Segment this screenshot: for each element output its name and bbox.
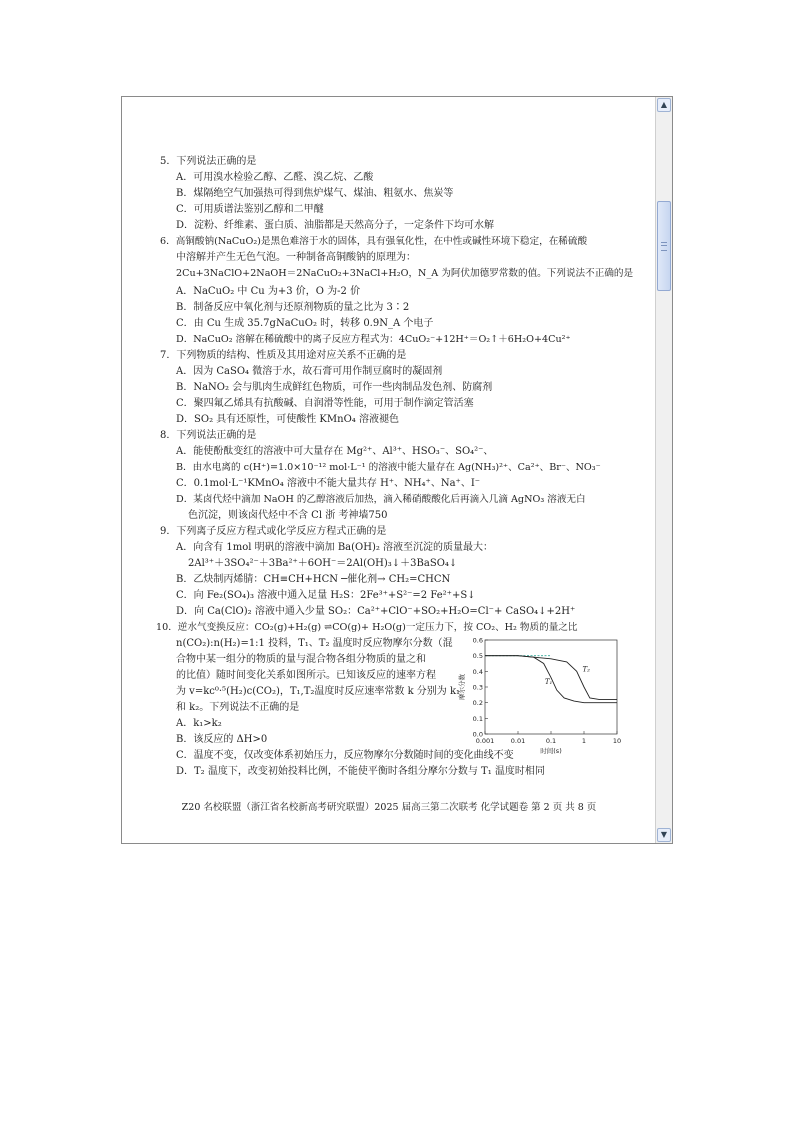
scroll-down-arrow-icon[interactable]: ▼ [657,828,671,842]
series-label-t2: T₂ [582,665,590,674]
y-tick-label: 0.5 [472,652,483,661]
mole-fraction-chart [455,634,625,756]
question-8-option-d-1: D．某卤代烃中滴加 NaOH 的乙醇溶液后加热，滴入稀硝酸酸化后再滴入几滴 AgNO₃ 溶液无白 [176,494,586,505]
question-9-option-a-2: 2Al³⁺＋3SO₄²⁻＋3Ba²⁺＋6OH⁻＝2Al(OH)₃↓＋3BaSO₄↓ [188,558,458,569]
x-tick-label: 0.001 [475,737,495,745]
question-10-option-d: D．T₂ 温度下，改变初始投料比例，不能使平衡时各组分摩尔分数与 T₁ 温度时相同 [176,766,545,777]
question-7-option-a: A．因为 CaSO₄ 微溶于水，故石膏可用作制豆腐时的凝固剂 [176,366,443,377]
y-axis-label: 摩尔分数 [458,674,466,700]
question-6-stem-3: 2Cu+3NaClO+2NaOH＝2NaCuO₂+3NaCl+H₂O，N_A 为阿伏加德罗常数的值。下列说法不正确的是 [176,268,634,279]
question-10-option-a: A．k₁>k₂ [176,718,222,729]
question-9-option-a-1: A．向含有 1mol 明矾的溶液中滴加 Ba(OH)₂ 溶液至沉淀的质量最大： [176,542,494,553]
question-10-option-c: C．温度不变，仅改变体系初始压力，反应物摩尔分数随时间的变化曲线不变 [176,750,514,761]
question-8-option-c: C．0.1mol·L⁻¹KMnO₄ 溶液中不能大量共存 H⁺、NH₄⁺、Na⁺、I⁻ [176,478,481,489]
question-7-stem: 7．下列物质的结构、性质及其用途对应关系不正确的是 [160,350,407,361]
question-5-option-c: C．可用质谱法鉴别乙醇和二甲醚 [176,204,324,215]
chart-axes [485,640,617,734]
page-footer: Z20 名校联盟（浙江省名校新高考研究联盟）2025 届高三第二次联考 化学试题卷 第 2 页 共 8 页 [181,802,597,813]
question-8-option-a: A．能使酚酞变红的溶液中可大量存在 Mg²⁺、Al³⁺、HSO₃⁻、SO₄²⁻、 [176,446,494,457]
question-9-option-b: B．乙炔制丙烯腈：CH≡CH+HCN ─催化剂→ CH₂=CHCN [176,574,451,585]
question-9-stem: 9．下列离子反应方程式或化学反应方程式正确的是 [160,526,387,537]
question-10-stem-1: 10．逆水气变换反应：CO₂(g)+H₂(g) ⇌CO(g)+ H₂O(g)一定压力下，按 CO₂、H₂ 物质的量之比 [156,622,578,633]
series-label-t1: T₁ [544,677,553,686]
scrollbar-thumb[interactable] [657,201,671,291]
scroll-up-arrow-icon[interactable]: ▲ [657,98,671,112]
y-tick-label: 0.4 [472,667,483,676]
question-10-stem-5: 为 v=kc⁰·⁵(H₂)c(CO₂)，T₁,T₂温度时反应速率常数 k 分别为 k₁ [176,686,461,697]
y-tick-label: 0.2 [472,699,483,708]
question-6-option-a: A．NaCuO₂ 中 Cu 为+3 价，O 为-2 价 [176,286,361,297]
question-8-option-d-2: 色沉淀，则该卤代烃中不含 Cl 浙 考神墙750 [188,510,388,521]
question-10-stem-2: n(CO₂):n(H₂)=1:1 投料，T₁、T₂ 温度时反应物摩尔分数（混 [176,638,453,649]
question-6-option-d: D．NaCuO₂ 溶解在稀硫酸中的离子反应方程式为：4CuO₂⁻+12H⁺＝O₂↑＋6H₂O+4Cu²⁺ [176,334,571,345]
question-5-option-d: D．淀粉、纤维素、蛋白质、油脂都是天然高分子，一定条件下均可水解 [176,220,495,231]
question-10-stem-6: 和 k₂。下列说法不正确的是 [176,702,300,713]
y-tick-label: 0.0 [472,730,483,739]
document-page [122,97,656,843]
question-7-option-b: B．NaNO₂ 会与肌肉生成鲜红色物质，可作一些肉制品发色剂、防腐剂 [176,382,493,393]
question-5-option-b: B．煤隔绝空气加强热可得到焦炉煤气、煤油、粗氨水、焦炭等 [176,188,454,199]
question-8-option-b: B．由水电离的 c(H⁺)=1.0×10⁻¹² mol·L⁻¹ 的溶液中能大量存在 Ag(NH₃)²⁺、Ca²⁺、Br⁻、NO₃⁻ [176,462,601,473]
grip-icon [661,242,667,251]
x-tick-label: 0.01 [510,737,526,745]
question-6-option-b: B．制备反应中氧化剂与还原剂物质的量之比为 3∶2 [176,302,410,313]
vertical-scrollbar[interactable] [655,97,672,843]
y-tick-label: 0.3 [472,683,483,692]
question-10-stem-3: 合物中某一组分的物质的量与混合物各组分物质的量之和 [176,654,426,665]
question-6-stem-1: 6．高铜酸钠(NaCuO₂)是黑色难溶于水的固体，具有强氧化性，在中性或碱性环境下稳定，在稀硫酸 [160,236,588,247]
question-10-stem-4: 的比值）随时间变化关系如图所示。已知该反应的速率方程 [176,670,436,681]
y-tick-label: 0.6 [472,636,483,645]
y-tick-label: 0.1 [472,714,483,723]
x-tick-label: 10 [612,737,622,745]
x-tick-label: 0.1 [545,737,557,745]
question-7-option-c: C．聚四氟乙烯具有抗酸碱、自润滑等性能，可用于制作滴定管活塞 [176,398,474,409]
question-5-option-a: A．可用溴水检验乙醇、乙醛、溴乙烷、乙酸 [176,172,374,183]
question-6-option-c: C．由 Cu 生成 35.7gNaCuO₂ 时，转移 0.9N_A 个电子 [176,318,434,329]
question-10-option-b: B．该反应的 ΔH>0 [176,734,268,745]
document-viewer [121,96,673,844]
x-axis-label: 时间(s) [540,747,562,755]
question-8-stem: 8．下列说法正确的是 [160,430,257,441]
chart-labels [457,637,621,756]
question-9-option-c: C．向 Fe₂(SO₄)₃ 溶液中通入足量 H₂S：2Fe³⁺+S²⁻=2 Fe²⁺+S↓ [176,590,476,601]
question-9-option-d: D．向 Ca(ClO)₂ 溶液中通入少量 SO₂：Ca²⁺+ClO⁻+SO₂+H₂O=Cl⁻+ CaSO₄↓+2H⁺ [176,606,576,617]
x-tick-label: 1 [581,737,587,745]
question-7-option-d: D．SO₂ 具有还原性，可使酸性 KMnO₄ 溶液褪色 [176,414,399,425]
plot-frame [485,640,617,734]
question-5-stem: 5．下列说法正确的是 [160,156,257,167]
question-6-stem-2: 中溶解并产生无色气泡。一种制备高铜酸钠的原理为： [176,252,416,263]
